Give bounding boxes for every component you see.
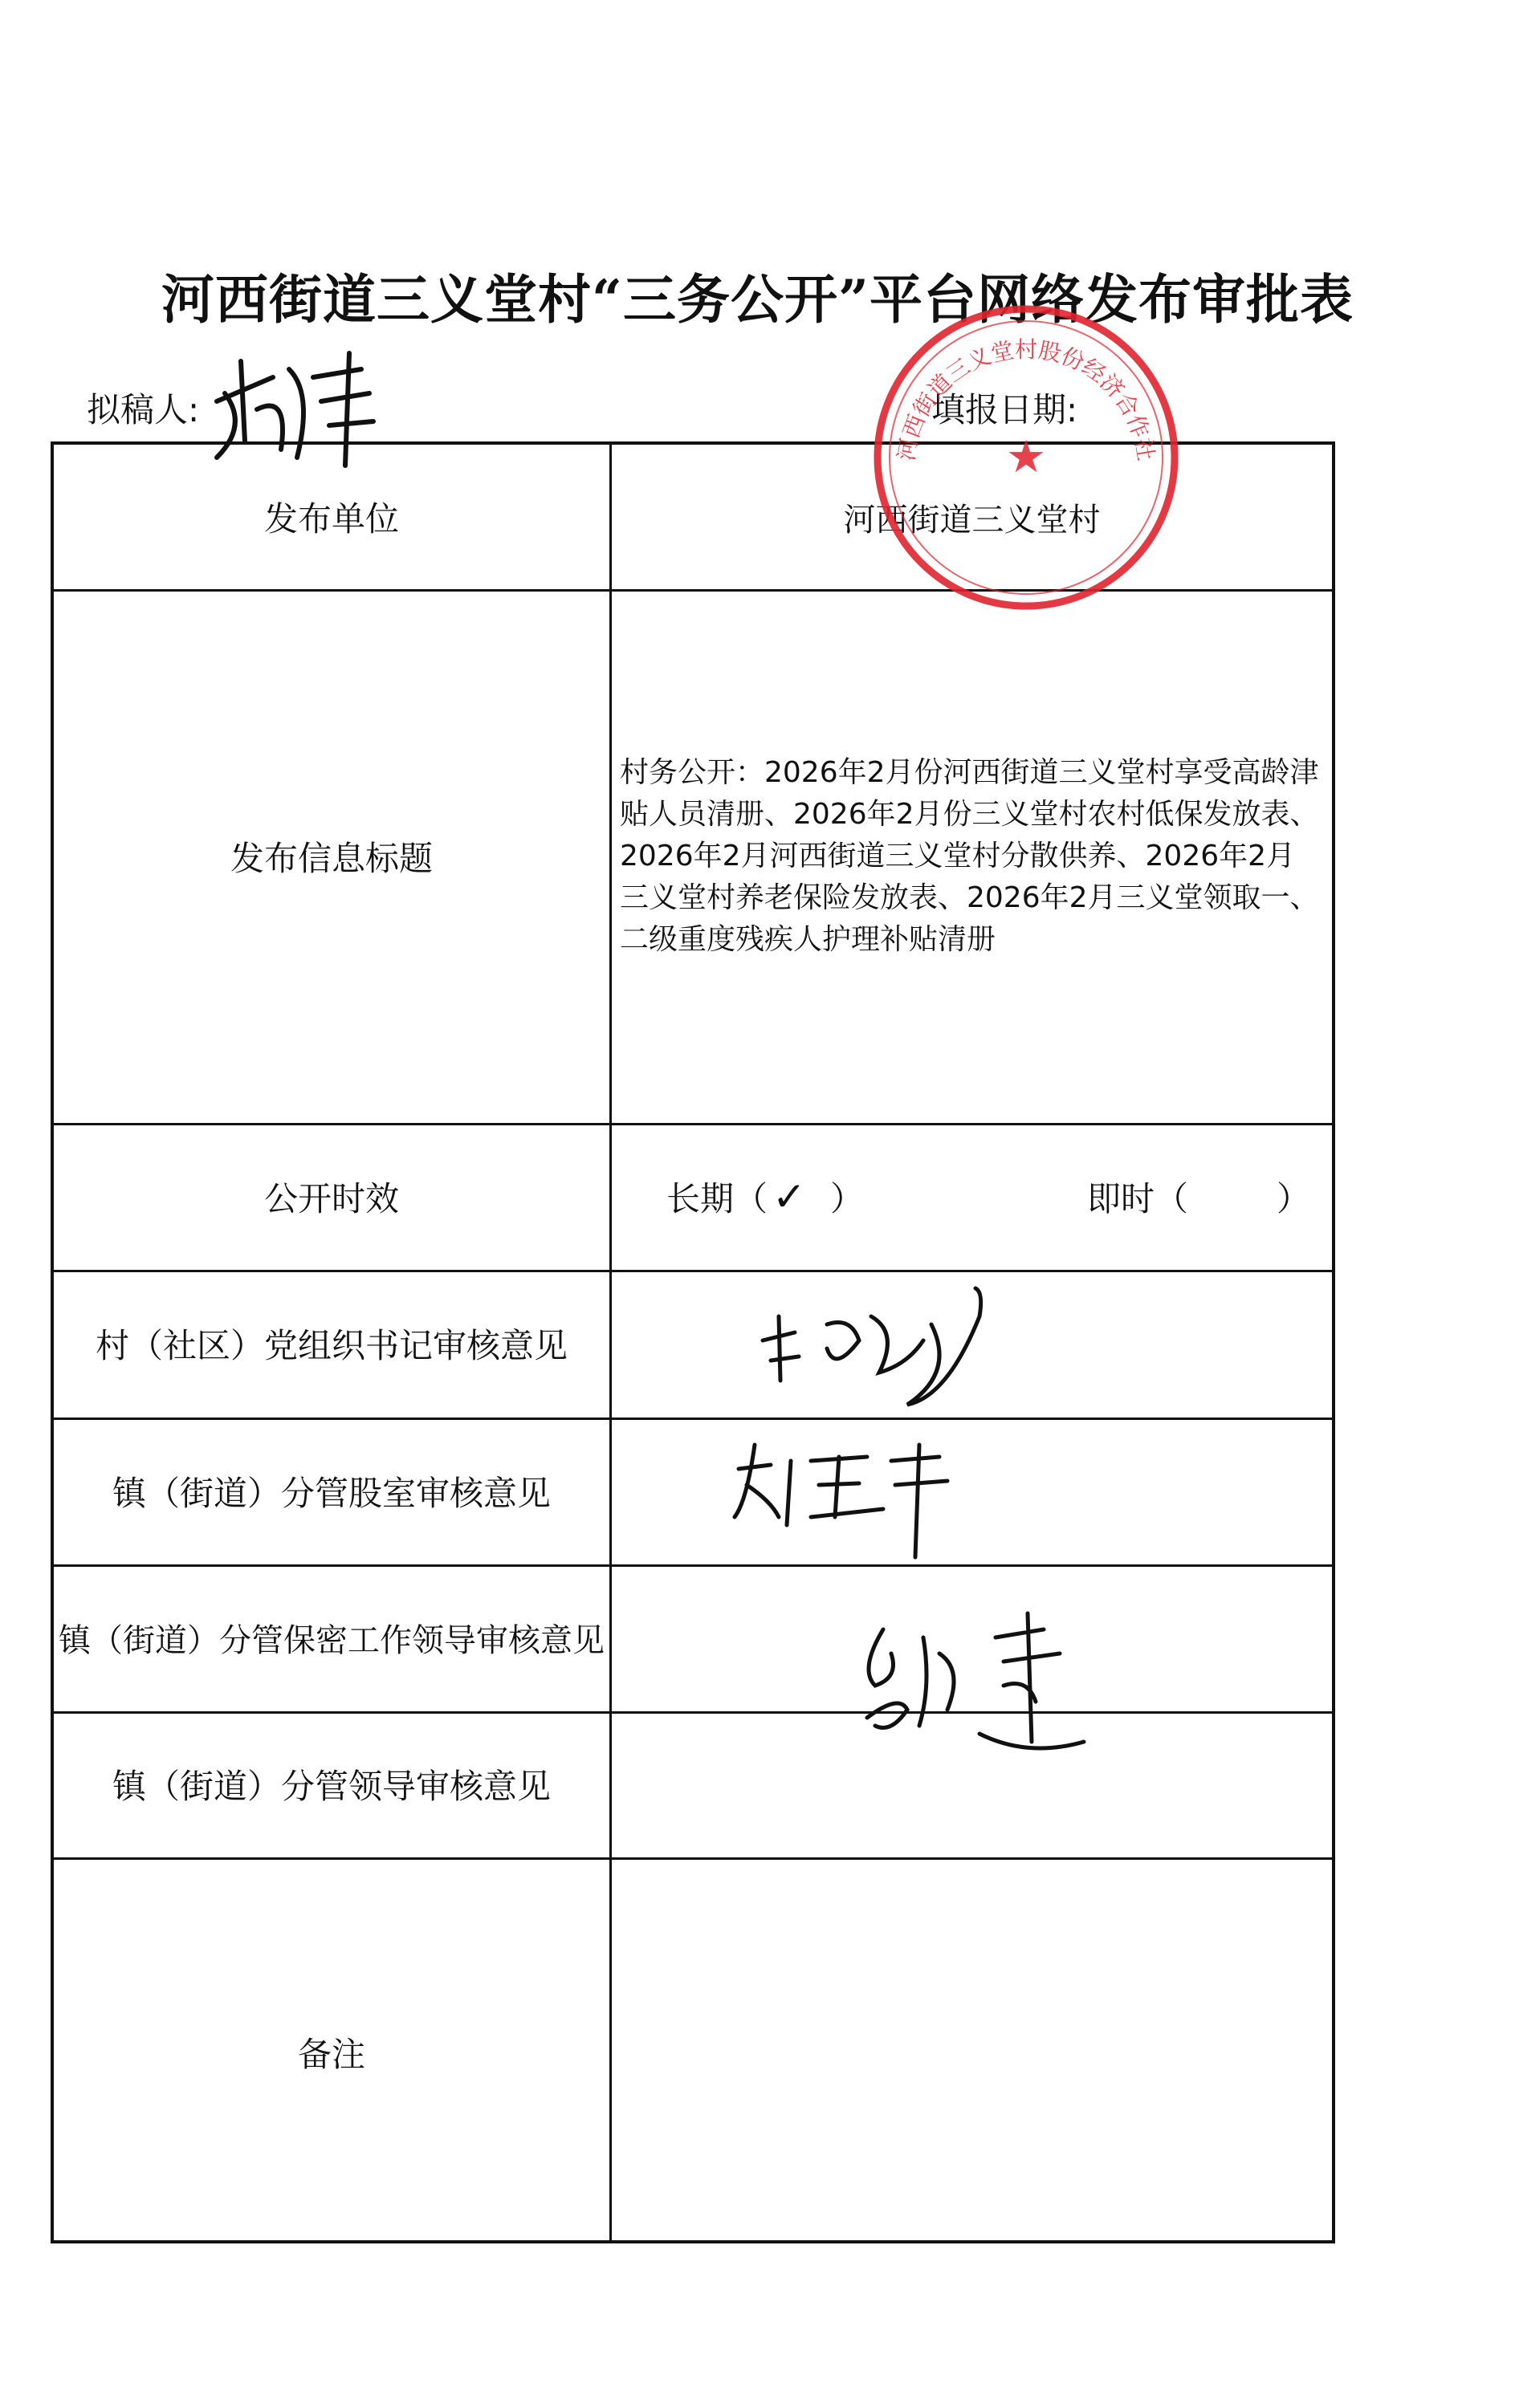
town-secrecy-label: 镇（街道）分管保密工作领导审核意见	[59, 1622, 605, 1659]
info-title-label: 发布信息标题	[230, 838, 433, 878]
town-leader-label: 镇（街道）分管领导审核意见	[112, 1767, 551, 1806]
seal-star-icon: ★	[1005, 431, 1047, 483]
official-seal	[865, 297, 1187, 618]
drafter-label: 拟稿人:	[87, 390, 200, 429]
info-title-text: 村务公开：2026年2月份河西街道三义堂村享受高龄津贴人员清册、2026年2月份三义堂村农村低保发放表、2026年2月河西街道三义堂村分散供养、2026年2月三义堂村养老保险发放表、2026年2月三义堂领取一、二级重度残疾人护理补贴清册	[620, 755, 1319, 956]
town-office-signature	[723, 1429, 963, 1565]
village-secretary-label: 村（社区）党组织书记审核意见	[95, 1326, 568, 1365]
remarks-label: 备注	[297, 2034, 365, 2074]
long-term-option: 长期（	[666, 1178, 768, 1218]
validity-label: 公开时效	[263, 1178, 399, 1218]
village-secretary-signature	[739, 1284, 1028, 1429]
page-title: 河西街道三义堂村“三务公开”平台网络发布审批表	[161, 268, 1354, 331]
long-term-checkmark: ✓	[772, 1173, 806, 1220]
immediate-option: 即时（	[1087, 1178, 1189, 1218]
immediate-close: ）	[1277, 1178, 1311, 1218]
remarks-value	[612, 1857, 1332, 2247]
publisher-text: 河西街道三义堂村	[843, 501, 1101, 539]
validity-value	[612, 1123, 1332, 1270]
report-date-label: 填报日期:	[931, 390, 1078, 429]
publisher-label: 发布单位	[263, 499, 399, 539]
long-term-close: ）	[830, 1178, 865, 1218]
seal-text: 河西街道三义堂村股份经济合作社	[893, 336, 1159, 463]
town-office-label: 镇（街道）分管股室审核意见	[112, 1473, 551, 1513]
info-title-value	[612, 589, 1332, 1123]
town-secrecy-signature	[843, 1605, 1100, 1766]
approval-table	[51, 441, 1335, 2243]
